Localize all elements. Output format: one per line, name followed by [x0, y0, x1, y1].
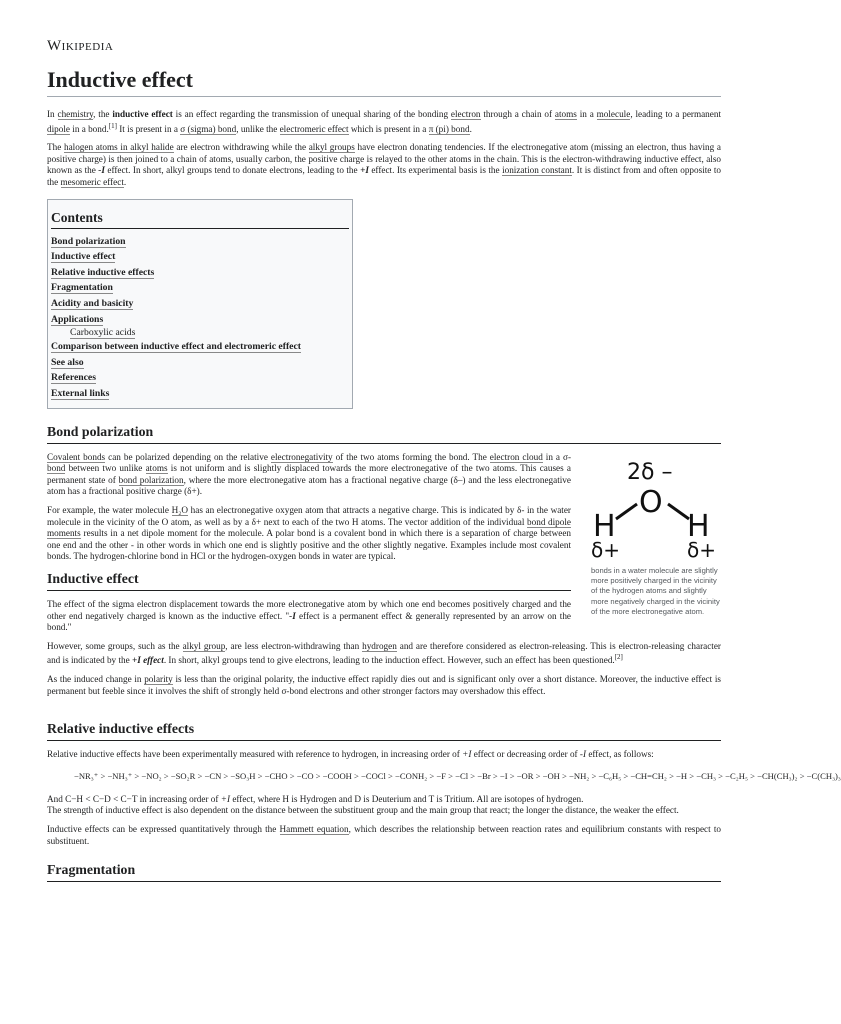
link-ionization-constant[interactable]: ionization constant: [502, 165, 572, 176]
toc-title: Contents: [51, 210, 349, 229]
toc-item[interactable]: Applications: [51, 313, 104, 325]
citation-2[interactable]: [2]: [614, 653, 623, 662]
link-halogen-atoms[interactable]: halogen atoms in alkyl halide: [63, 142, 174, 153]
relative-paragraph-1: Relative inductive effects have been experimentally measured with reference to hydrogen, in increasing order of +I effect or decreasing order of -I effect, as follows:: [47, 749, 654, 760]
relative-paragraph-2b: The strength of inductive effect is also dependent on the distance between the substituent group and the main group that react; the longer the distance, the weaker the effect.: [47, 805, 679, 816]
link-chemistry[interactable]: chemistry: [57, 109, 94, 119]
link-bond-dipole-moments[interactable]: bond dipole moments: [47, 516, 572, 539]
charge-label-oxygen: 2δ –: [627, 459, 673, 485]
toc-subitem[interactable]: Carboxylic acids: [70, 327, 136, 339]
toc-item[interactable]: References: [51, 372, 97, 384]
toc-item[interactable]: Inductive effect: [51, 251, 116, 263]
link-alkyl-groups[interactable]: alkyl groups: [308, 142, 355, 153]
section-fragmentation: [47, 861, 721, 882]
inductive-order-formula: −NR₃⁺ > −NH₃⁺ > −NO₂ > −SO₂R > −CN > −SO₃H > −CHO > −CO > −COOH > −COCl > −CONH₂ > −F > −Cl > −Br > −I > −OR > −OH > −NH₂ > −C₆H₅ > −CH=CH₂ > −H > −CH₃ > −C₂H₅ > −CH(CH₃)₂ > −C(CH₃)₃: [74, 770, 841, 781]
page-title: Inductive effect: [47, 66, 721, 97]
link-electron-cloud[interactable]: electron cloud: [489, 451, 543, 462]
heading-inductive-effect: Inductive effect: [47, 570, 571, 591]
atom-label-hydrogen-right: H: [687, 508, 710, 544]
toc-item[interactable]: See also: [51, 356, 84, 368]
inductive-effect-paragraph-3: As the induced change in polarity is less than the original polarity, the inductive effect rapidly dies out and is significant only over a short distance. Moreover, the inductive effect is permanent but feeble since it involves the shift of strongly held σ-bond electrons and other stronger factors may overshadow this effect.: [47, 673, 721, 696]
link-atoms-2[interactable]: atoms: [145, 463, 168, 474]
link-molecule[interactable]: molecule: [596, 109, 631, 119]
water-dipole-figure[interactable]: [591, 449, 721, 618]
inductive-effect-paragraph-1: The effect of the sigma electron displacement towards the more electronegative atom by which one end becomes positively charged and the other end negatively charged is known as the inductive effect. "-I effect is a permanent effect & generally represented by an arrow on the bond.": [47, 598, 572, 633]
relative-paragraph-3: Inductive effects can be expressed quantitatively through the Hammett equation, which describes the relationship between reaction rates and equilibrium constants with respect to substituent.: [47, 823, 722, 846]
toc-item[interactable]: Comparison between inductive effect and electromeric effect: [51, 341, 301, 353]
wordmark-text: Wikipedia: [47, 38, 114, 54]
link-bond[interactable]: bond: [47, 463, 66, 474]
toc-item[interactable]: Acidity and basicity: [51, 298, 134, 309]
link-pi-bond[interactable]: π (pi) bond: [428, 123, 470, 134]
section-relative-inductive-effects: [47, 720, 841, 847]
link-hammett-equation[interactable]: Hammett equation: [279, 823, 349, 834]
link-atoms[interactable]: atoms: [554, 109, 577, 119]
atom-label-oxygen: O: [639, 484, 663, 520]
toc-item[interactable]: Relative inductive effects: [51, 266, 155, 278]
heading-bond-polarization: Bond polarization: [47, 423, 721, 444]
link-mesomeric-effect[interactable]: mesomeric effect: [60, 177, 124, 188]
atom-label-hydrogen-left: H: [593, 508, 616, 544]
bond-polarization-paragraph-1: Covalent bonds can be polarized depending on the relative electronegativity of the two atoms forming the bond. The electron cloud in a σ-bond between two unlike atoms is not uniform and is slightly displaced towards the more electronegative of the two atoms. This causes a permanent state of bond polarization, where the more electronegative atom has a fractional negative charge (δ–) and the less electronegative atom has a fractional positive charge (δ+).: [47, 451, 572, 497]
water-molecule-diagram: [591, 449, 721, 562]
toc-item[interactable]: External links: [51, 387, 110, 399]
intro-paragraph-2: The halogen atoms in alkyl halide are electron withdrawing while the alkyl groups have electron donating tendencies. If the electronegative atom (missing an electron, thus having a positive charge) is then joined to a chain of atoms, usually carbon, the positive charge is relayed to the other atoms in the chain. This is the electron-withdrawing inductive effect, also known as the -I effect. In short, alkyl groups tend to donate electrons, leading to the +I effect. Its experimental basis is the ionization constant. It is distinct from and often opposite to the mesomeric effect.: [47, 142, 721, 188]
toc-item[interactable]: Bond polarization: [51, 235, 126, 247]
link-bond-polarization[interactable]: bond polarization: [118, 474, 184, 485]
link-alkyl-group[interactable]: alkyl group: [182, 640, 226, 651]
citation-1[interactable]: [1]: [108, 121, 117, 130]
link-electronegativity[interactable]: electronegativity: [270, 451, 333, 462]
charge-label-hydrogen-left: δ+: [591, 537, 620, 562]
link-dipole[interactable]: dipole: [47, 123, 70, 134]
bond-left: [616, 504, 637, 519]
bond-right: [668, 504, 689, 519]
table-of-contents: [47, 199, 353, 409]
heading-relative-inductive-effects: Relative inductive effects: [47, 720, 721, 741]
relative-paragraph-2: And C−H < C−D < C−T in increasing order of +I effect, where H is Hydrogen and D is Deuterium and T is Tritium. All are isotopes of hydrogen.: [47, 793, 584, 804]
link-covalent-bonds[interactable]: Covalent bonds: [47, 451, 106, 462]
heading-fragmentation: Fragmentation: [47, 861, 721, 882]
link-polarity[interactable]: polarity: [144, 673, 173, 684]
link-sigma-bond[interactable]: σ (sigma) bond: [180, 123, 237, 134]
charge-label-hydrogen-right: δ+: [687, 537, 716, 562]
link-electromeric-effect[interactable]: electromeric effect: [279, 123, 349, 134]
toc-item[interactable]: Fragmentation: [51, 282, 113, 294]
link-electron[interactable]: electron: [450, 109, 481, 119]
link-h2o[interactable]: H₂O: [171, 504, 189, 515]
intro-paragraph-1: In chemistry, the inductive effect is an effect regarding the transmission of unequal sharing of the bonding electron through a chain of atoms in a molecule, leading to a permanent dipole in a bond.[1] It is present in a σ (sigma) bond, unlike the electromeric effect which is present in a π (pi) bond.: [47, 109, 721, 134]
link-hydrogen[interactable]: hydrogen: [362, 640, 397, 651]
figure-caption: bonds in a water molecule are slightly more positively charged in the vicinity of the hydrogen atoms and slightly more negatively charged in the vicinity of the more electronegative atom.: [591, 565, 720, 617]
bond-polarization-paragraph-2: For example, the water molecule H₂O has an electronegative oxygen atom that attracts a negative charge. This is indicated by δ- in the water molecule in the vicinity of the O atom, as well as by a δ+ next to each of the two H atoms. The vector addition of the individual bond dipole moments results in a net dipole moment for the molecule. A polar bond is a covalent bond in which there is a separation of charge between one end and the other - in other words in which one end is slightly positive and the other slightly negative. Examples include most covalent bonds. The hydrogen-chlorine bond in HCl or the hydrogen-oxygen bonds in water are typical.: [47, 504, 572, 562]
wikipedia-wordmark[interactable]: [47, 38, 721, 56]
inductive-effect-paragraph-2: However, some groups, such as the alkyl group, are less electron-withdrawing than hydrogen and are therefore considered as electron-releasing. This is electron-releasing character and is indicated by the +I effect. In short, alkyl groups tend to give electrons, leading to the induction effect. However, such an effect has been questioned.[2]: [47, 640, 721, 666]
article-page: [47, 38, 841, 890]
